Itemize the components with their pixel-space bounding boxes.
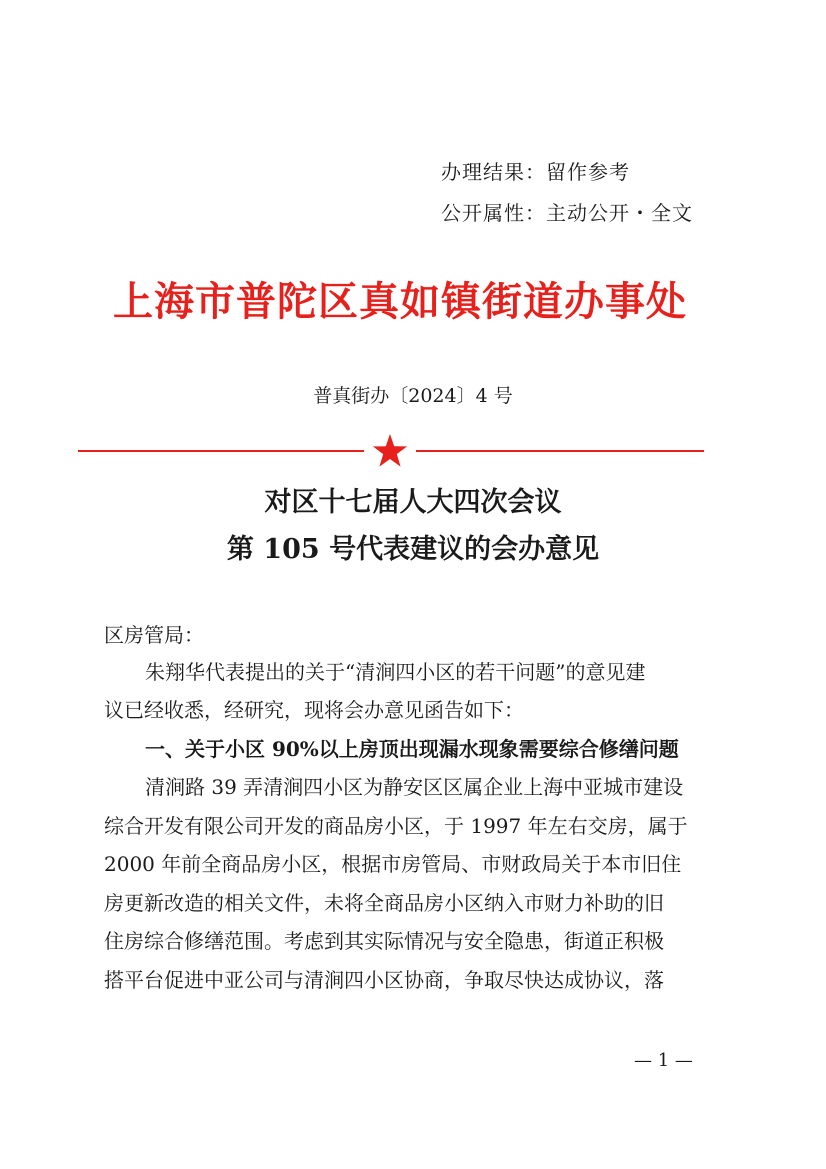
handling-result: 办理结果：留作参考 xyxy=(441,160,630,184)
red-rule-right xyxy=(416,450,704,452)
page-number: — 1 — xyxy=(634,1050,693,1071)
salutation: 区房管局： xyxy=(104,623,204,647)
body-line: 2000 年前全商品房小区，根据市房管局、市财政局关于本市旧住 xyxy=(104,852,682,876)
body-line: 搭平台促进中亚公司与清涧四小区协商，争取尽快达成协议，落 xyxy=(104,968,664,992)
document-title-line-2: 第 105 号代表建议的会办意见 xyxy=(226,534,600,565)
disclosure-attribute: 公开属性：主动公开・全文 xyxy=(441,201,693,225)
body-line: 综合开发有限公司开发的商品房小区，于 1997 年左右交房，属于 xyxy=(104,814,688,838)
red-rule-left xyxy=(78,450,364,452)
issuer-heading: 上海市普陀区真如镇街道办事处 xyxy=(113,278,687,325)
document-title-line-1: 对区十七届人大四次会议 xyxy=(264,487,562,518)
body-line: 房更新改造的相关文件，未将全商品房小区纳入市财力补助的旧 xyxy=(104,891,664,915)
section-heading-1: 一、关于小区 90%以上房顶出现漏水现象需要综合修缮问题 xyxy=(145,737,679,761)
body-line: 住房综合修缮范围。考虑到其实际情况与安全隐患，街道正积极 xyxy=(104,929,664,953)
document-number: 普真街办〔2024〕4 号 xyxy=(313,385,513,407)
body-line: 议已经收悉，经研究，现将会办意见函告如下： xyxy=(104,698,524,722)
body-line: 清涧路 39 弄清涧四小区为静安区区属企业上海中亚城市建设 xyxy=(145,775,684,799)
star-icon xyxy=(372,433,408,469)
body-line: 朱翔华代表提出的关于“清涧四小区的若干问题”的意见建 xyxy=(145,660,646,684)
